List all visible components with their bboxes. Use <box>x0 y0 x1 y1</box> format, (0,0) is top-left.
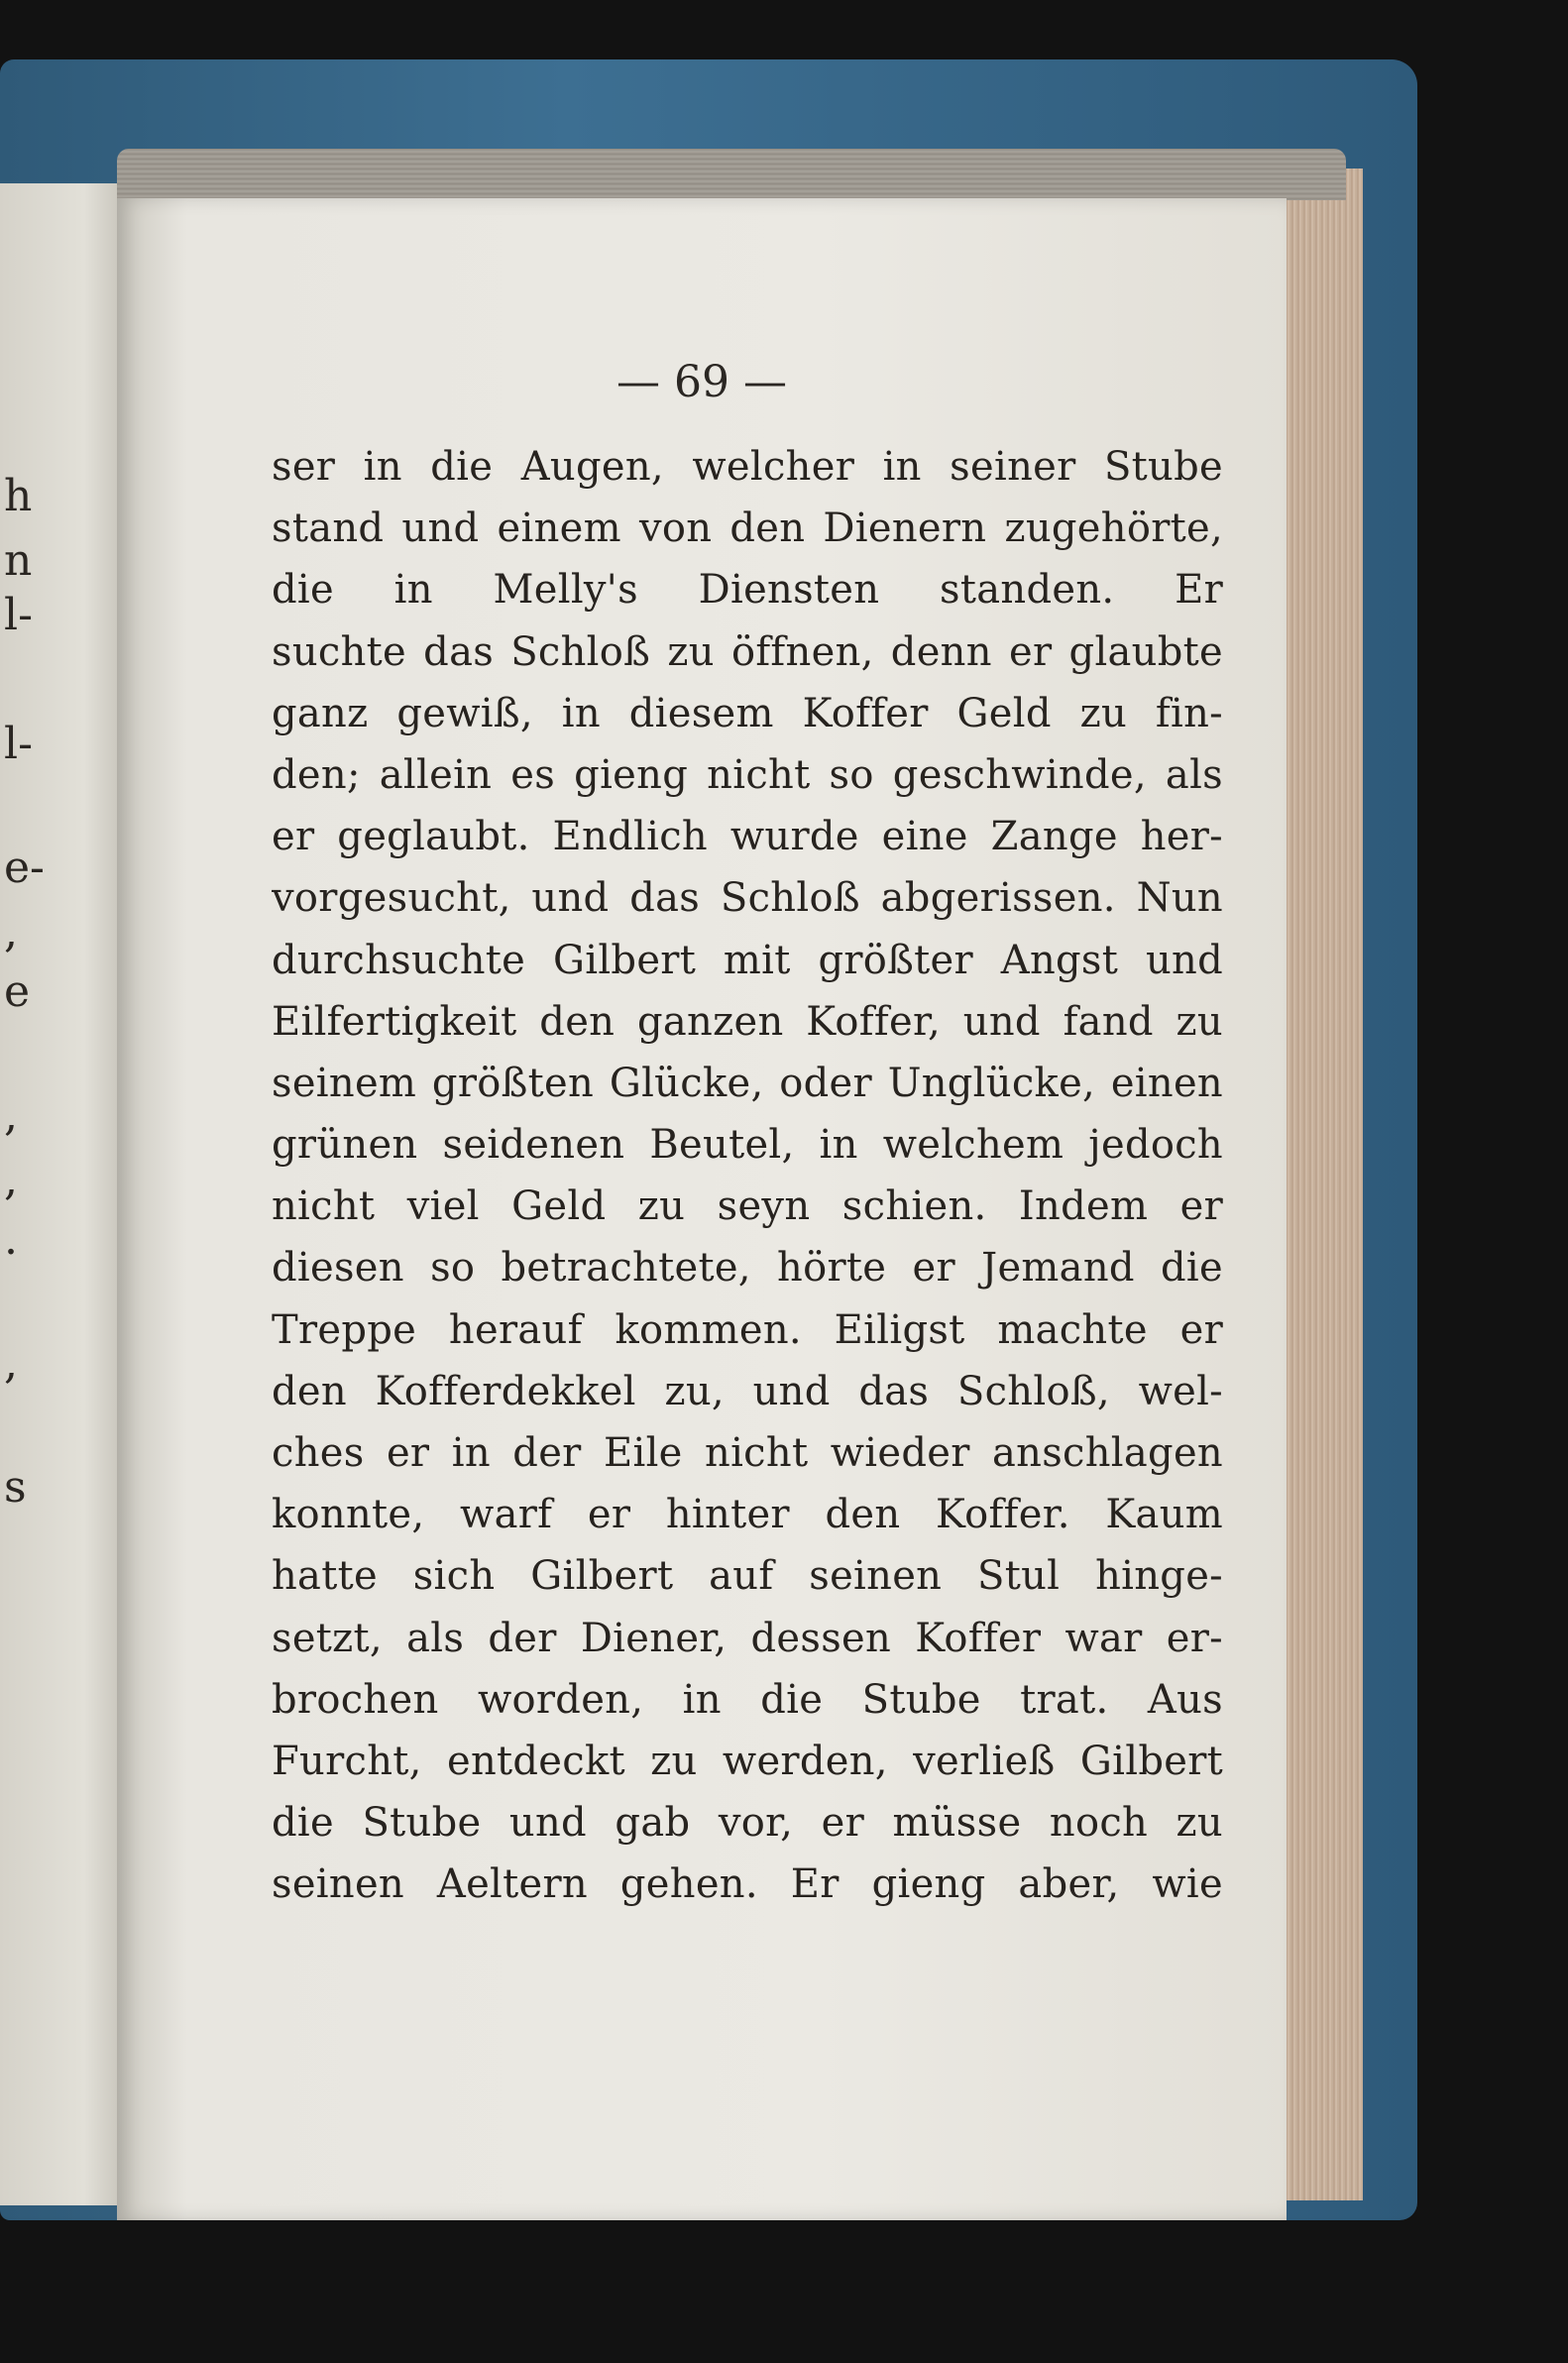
text-line: suchte das Schloß zu öffnen, denn er glaubte <box>272 628 1223 675</box>
left-fragment: , <box>4 1090 18 1141</box>
left-fragment: . <box>4 1214 18 1265</box>
text-line: brochen worden, in die Stube trat. Aus <box>272 1676 1223 1723</box>
text-line: seinem größten Glücke, oder Unglücke, einen <box>272 1060 1223 1106</box>
left-fragment: , <box>4 1338 18 1389</box>
page-top-edge <box>117 149 1346 200</box>
right-page <box>117 198 1287 2220</box>
left-fragment: h <box>4 471 33 521</box>
left-fragment: l- <box>4 719 33 769</box>
text-line: vorgesucht, und das Schloß abgerissen. Nun <box>272 875 1223 922</box>
text-line: ser in die Augen, welcher in seiner Stube <box>272 444 1223 490</box>
text-line: ches er in der Eile nicht wieder anschlagen <box>272 1430 1223 1476</box>
text-line: hatte sich Gilbert auf seinen Stul hinge- <box>272 1553 1223 1600</box>
text-line: grünen seidenen Beutel, in welchem jedoch <box>272 1122 1223 1169</box>
text-line: den; allein es gieng nicht so geschwinde, als <box>272 751 1223 798</box>
page-number: — 69 — <box>616 357 787 407</box>
text-line: setzt, als der Diener, dessen Koffer war er- <box>272 1615 1223 1661</box>
text-line: seinen Aeltern gehen. Er gieng aber, wie <box>272 1861 1223 1908</box>
left-fragment: s <box>4 1462 27 1513</box>
page-edges <box>1279 169 1363 2200</box>
left-fragment: , <box>4 1155 18 1205</box>
text-line: nicht viel Geld zu seyn schien. Indem er <box>272 1183 1223 1230</box>
left-page <box>0 183 121 2205</box>
text-line: ganz gewiß, in diesem Koffer Geld zu fin- <box>272 690 1223 736</box>
text-line: diesen so betrachtete, hörte er Jemand die <box>272 1245 1223 1292</box>
text-line: den Kofferdekkel zu, und das Schloß, wel- <box>272 1368 1223 1414</box>
text-line: Furcht, entdeckt zu werden, verließ Gilbert <box>272 1738 1223 1784</box>
left-fragment: , <box>4 907 18 957</box>
text-line: stand und einem von den Dienern zugehörte, <box>272 506 1223 552</box>
text-line: er geglaubt. Endlich wurde eine Zange her- <box>272 814 1223 860</box>
text-line: die Stube und gab vor, er müsse noch zu <box>272 1800 1223 1847</box>
left-fragment: e- <box>4 843 45 893</box>
body-text <box>272 436 1223 1916</box>
left-fragment: e <box>4 966 31 1017</box>
text-line: durchsuchte Gilbert mit größter Angst und <box>272 937 1223 983</box>
text-line: die in Melly's Diensten standen. Er <box>272 567 1223 614</box>
left-fragment: l- <box>4 590 33 640</box>
left-fragment: n <box>4 535 33 586</box>
text-line: Treppe herauf kommen. Eiligst machte er <box>272 1306 1223 1353</box>
left-page-text-fragments <box>0 183 121 2205</box>
text-line: Eilfertigkeit den ganzen Koffer, und fand zu <box>272 998 1223 1045</box>
text-line: konnte, warf er hinter den Koffer. Kaum <box>272 1492 1223 1538</box>
